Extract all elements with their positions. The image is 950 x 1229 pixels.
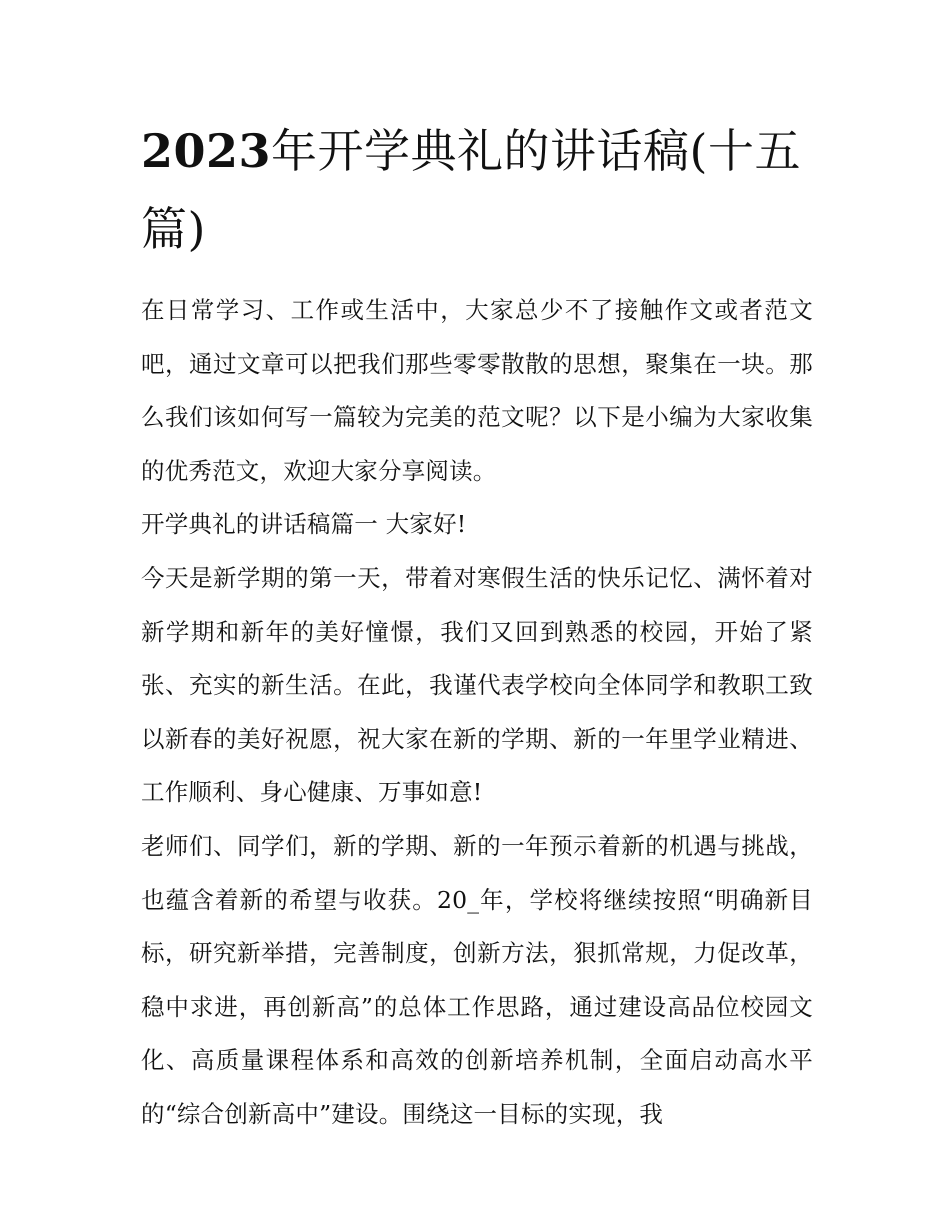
document-title: [141, 112, 813, 268]
title-year: 2023: [141, 124, 272, 178]
document-content: [141, 112, 813, 1142]
paragraph-intro: 在日常学习、工作或生活中，大家总少不了接触作文或者范文吧，通过文章可以把我们那些零零散散的思想，聚集在一块。那么我们该如何写一篇较为完美的范文呢？以下是小编为大家收集的优秀范文，欢迎大家分享阅读。: [141, 296, 813, 485]
paragraph-greeting: 今天是新学期的第一天，带着对寒假生活的快乐记忆、满怀着对新学期和新年的美好憧憬，我们又回到熟悉的校园，开始了紧张、充实的新生活。在此，我谨代表学校向全体同学和教职工致以新春的美好祝愿，祝大家在新的学期、新的一年里学业精进、工作顺利、身心健康、万事如意!: [141, 563, 813, 807]
document-body: [141, 284, 813, 1142]
paragraph-heading: 开学典礼的讲话稿篇一 大家好!: [141, 510, 467, 539]
paragraph-plan: 老师们、同学们，新的学期、新的一年预示着新的机遇与挑战，也蕴含着新的希望与收获。20_年，学校将继续按照“明确新目标，研究新举措，完善制度，创新方法，狠抓常规，力促改革，稳中求进，再创新高”的总体工作思路，通过建设高品位校园文化、高质量课程体系和高效的创新培养机制，全面启动高水平的“综合创新高中”建设。围绕这一目标的实现，我: [141, 831, 813, 1128]
title-text: 年开学典礼的讲话稿(十五篇): [141, 124, 801, 256]
